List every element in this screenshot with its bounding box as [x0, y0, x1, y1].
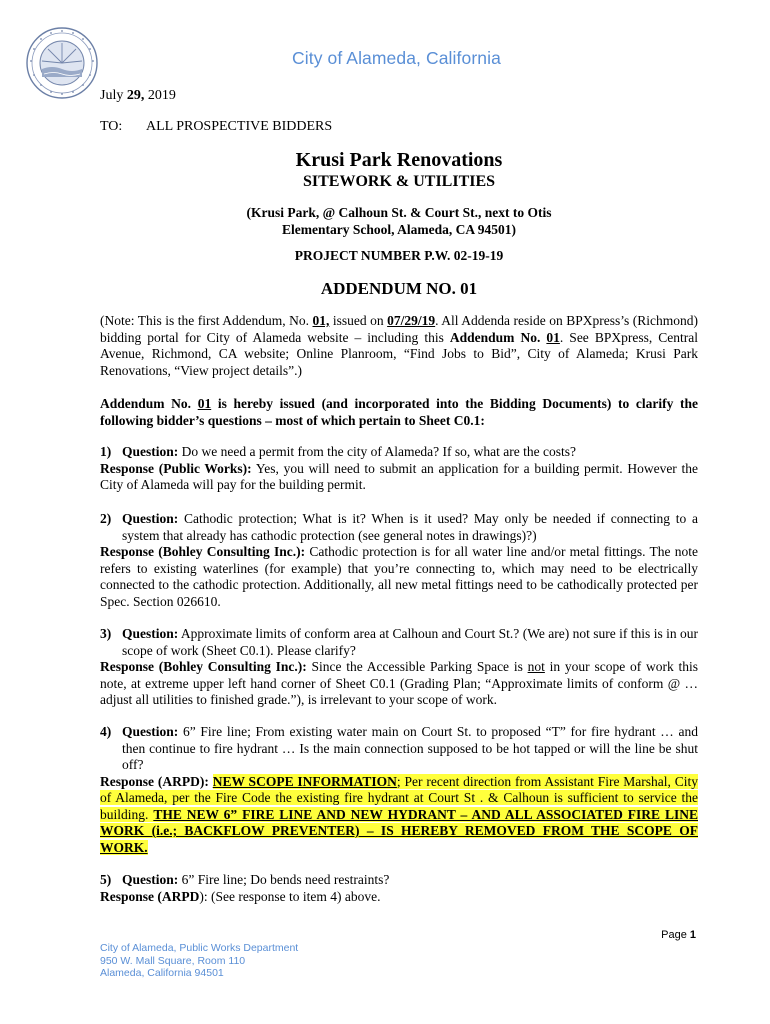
to-value: ALL PROSPECTIVE BIDDERS — [146, 119, 333, 134]
page-number: Page 1 — [661, 929, 696, 941]
project-title: Krusi Park Renovations — [295, 149, 503, 171]
city-seal-icon — [26, 27, 98, 99]
note-paragraph: (Note: This is the first Addendum, No. 01, issued on 07/29/19. All Addenda reside on BPXpress’s (Richmond) bidding portal for City of Alameda website – including this Addendum No. 01. See BPXpress, Central Avenue, Richmond, CA website; Online Planroom, “Find Jobs to Bid”, City of Alameda; Krusi Park Renovations, “View project details”.) — [100, 313, 699, 378]
question-item-3: 3) Question: Approximate limits of conform area at Calhoun and Court St.? (We are) not sure if this is in our scope of work (Sheet C0.1). Please clarify? Response (Bohley Consulting Inc.): Since the Accessible Parking Space is not in your scope of work this note, at extreme upper left hand corner of Sheet C0.1 (Grading Plan; “Approximate limits of conform @ … adjust all utilities to finished grade.”), is irrelevant to your scope of work. — [100, 626, 699, 707]
project-subtitle: SITEWORK & UTILITIES — [302, 173, 496, 190]
to-label: TO: — [100, 119, 123, 134]
question-item-4: 4) Question: 6” Fire line; From existing water main on Court St. to proposed “T” for fire hydrant … and then continue to fire hydrant … Is the main connection supposed to be hot tapped or will the line be shut off? Response (ARPD): NEW SCOPE INFORMATION; Per recent direction from Assistant Fire Marshal, City of Alameda, per the Fire Code the existing fire hydrant at Court St . & Calhoun is sufficient to service the building. THE NEW 6” FIRE LINE AND NEW HYDRANT – AND ALL ASSOCIATED FIRE LINE WORK (i.e.; BACKFLOW PREVENTER) – IS HEREBY REMOVED FROM THE SCOPE OF WORK. — [100, 724, 699, 855]
question-item-5: 5) Question: 6” Fire line; Do bends need restraints? Response (ARPD): (See response to item 4) above. — [100, 872, 390, 904]
addendum-heading: ADDENDUM NO. 01 — [320, 279, 478, 298]
city-header-title: City of Alameda, California — [292, 48, 501, 68]
question-item-1: 1) Question: Do we need a permit from the city of Alameda? If so, what are the costs? Response (Public Works): Yes, you will need to submit an application for a building permit. However the City of Alameda will pay for the building permit. — [100, 444, 698, 492]
new-scope-highlight: NEW SCOPE INFORMATION — [212, 773, 397, 789]
scope-removed-highlight: THE NEW 6” FIRE LINE AND NEW HYDRANT – AND ALL ASSOCIATED FIRE LINE WORK (i.e.; BACKFLOW PREVENTER) – IS HEREBY REMOVED FROM THE SCOPE OF WORK. — [100, 806, 698, 855]
project-number: PROJECT NUMBER P.W. 02-19-19 — [294, 248, 504, 263]
recipient-line — [100, 118, 332, 135]
footer-address: City of Alameda, Public Works Department 950 W. Mall Square, Room 110 Alameda, California 94501 — [100, 942, 299, 979]
intro-paragraph: Addendum No. 01 is hereby issued (and incorporated into the Bidding Documents) to clarify the following bidder’s questions – most of which pertain to Sheet C0.1: — [100, 396, 698, 428]
project-location: (Krusi Park, @ Calhoun St. & Court St., next to Otis Elementary School, Alameda, CA 94501) — [246, 205, 552, 237]
question-item-2: 2) Question: Cathodic protection; What is it? When is it used? May only be needed if connecting to a system that already has cathodic protection (see general notes in drawings)?) Response (Bohley Consulting Inc.): Cathodic protection is for all water line and/or metal fittings. The note refers to existing waterlines (for example) that you’re connecting to, which may need to be electrically connected to the cathodic protection. Additionally, all new metal fittings need to be cathodically protected per Spec. Section 026610. — [100, 511, 698, 609]
letter-date: July 29, 2019 — [100, 88, 176, 103]
